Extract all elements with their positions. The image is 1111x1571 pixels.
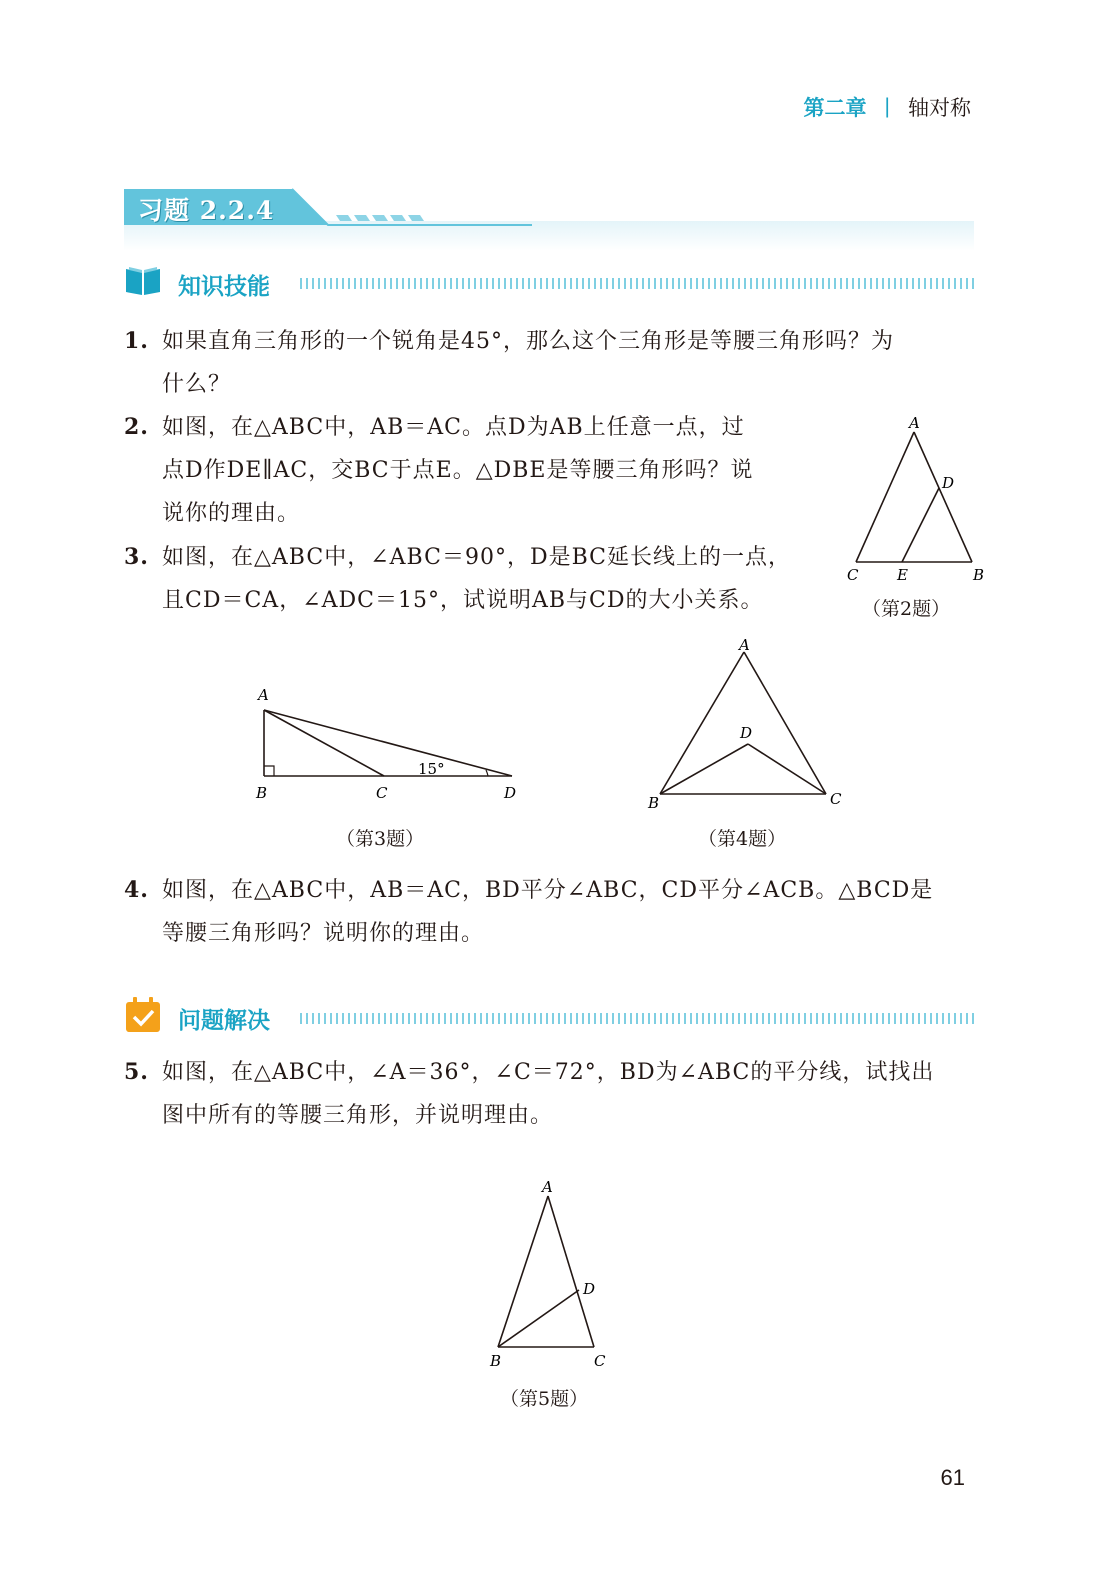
figure-4 (640, 634, 870, 814)
fig2-label-e: E (897, 566, 908, 582)
fig3-label-d: D (504, 784, 517, 802)
figure-2 (842, 412, 992, 582)
q2-line1: 如图，在△ABC中，AB＝AC。点D为AB上任意一点，过 (162, 415, 745, 440)
section-knowledge-skills (124, 264, 974, 300)
q3-line2: 且CD＝CA，∠ADC＝15°，试说明AB与CD的大小关系。 (162, 588, 764, 613)
figure-5 (484, 1176, 624, 1376)
header-separator: | (884, 95, 890, 118)
running-header (804, 92, 971, 122)
figure-3 (248, 684, 538, 804)
q4-line1: 如图，在△ABC中，AB＝AC，BD平分∠ABC，CD平分∠ACB。△BCD是 (162, 878, 934, 903)
q1-line1: 如果直角三角形的一个锐角是45°，那么这个三角形是等腰三角形吗？为 (162, 329, 894, 354)
checklist-icon (124, 996, 162, 1034)
fig3-caption: （第3题） (336, 828, 425, 850)
fig4-segment-bd (660, 744, 748, 794)
fig4-label-d: D (740, 724, 753, 742)
fig5-label-c: C (594, 1352, 606, 1370)
fig3-side-ac (264, 710, 384, 776)
exercise-banner (124, 185, 974, 255)
fig5-side-ab (498, 1196, 548, 1347)
fig4-label-c: C (830, 790, 842, 808)
fig4-caption: （第4题） (698, 828, 787, 850)
fig3-angle-label: 15° (418, 760, 445, 778)
q1-line2: 什么？ (162, 372, 232, 397)
section1-title: 知识技能 (178, 273, 270, 299)
fig5-bisector-bd (498, 1290, 579, 1347)
fig4-label-b: B (648, 794, 660, 812)
fig2-side-ab (914, 432, 972, 562)
fig4-side-ab (660, 652, 744, 794)
fig4-segment-cd (748, 744, 826, 794)
fig2-segment-de (902, 488, 939, 562)
q5-line2: 图中所有的等腰三角形，并说明理由。 (162, 1103, 554, 1128)
q4-line2: 等腰三角形吗？说明你的理由。 (162, 921, 485, 946)
fig2-side-ac (856, 432, 914, 562)
fig3-angle-arc (486, 770, 488, 776)
fig2-label-b: B (973, 566, 985, 582)
fig4-side-ac (744, 652, 826, 794)
fig3-label-a: A (258, 686, 269, 704)
chapter-label: 第二章 (803, 97, 867, 120)
chapter-title: 轴对称 (908, 97, 971, 120)
fig5-label-a: A (542, 1178, 553, 1196)
q5-line1: 如图，在△ABC中，∠A＝36°，∠C＝72°，BD为∠ABC的平分线，试找出 (162, 1060, 935, 1085)
fig3-label-b: B (256, 784, 268, 802)
fig2-label-d: D (942, 474, 955, 492)
section2-title: 问题解决 (178, 1007, 270, 1033)
fig5-label-b: B (490, 1352, 502, 1370)
section1-dotted-rule (300, 278, 974, 289)
fig3-side-ad (264, 710, 512, 776)
q3-line1: 如图，在△ABC中，∠ABC＝90°，D是BC延长线上的一点， (162, 545, 791, 570)
question-3 (124, 536, 844, 622)
question-5 (124, 1051, 984, 1137)
section-problem-solving (124, 996, 974, 1036)
question-1 (124, 320, 984, 406)
fig2-caption: （第2题） (862, 598, 951, 620)
q3-number: 3. (124, 544, 149, 570)
q5-number: 5. (124, 1059, 149, 1085)
fig5-label-d: D (583, 1280, 596, 1298)
q4-number: 4. (124, 877, 149, 903)
book-icon (124, 264, 162, 296)
fig3-label-c: C (376, 784, 388, 802)
fig2-label-c: C (847, 566, 859, 582)
section2-dotted-rule (300, 1013, 974, 1024)
banner-title: 习题 2.2.4 (138, 196, 275, 225)
question-4 (124, 869, 984, 955)
q1-number: 1. (124, 328, 149, 354)
fig5-side-ac (548, 1196, 594, 1347)
fig5-caption: （第5题） (500, 1388, 589, 1410)
page-number: 61 (940, 1465, 965, 1490)
fig4-label-a: A (739, 636, 750, 654)
question-2 (124, 406, 844, 535)
fig3-right-angle-mark (264, 766, 274, 776)
q2-number: 2. (124, 414, 149, 440)
fig2-label-a: A (909, 414, 920, 432)
q2-line2: 点D作DE∥AC，交BC于点E。△DBE是等腰三角形吗？说 (162, 458, 754, 483)
q2-line3: 说你的理由。 (162, 501, 301, 526)
